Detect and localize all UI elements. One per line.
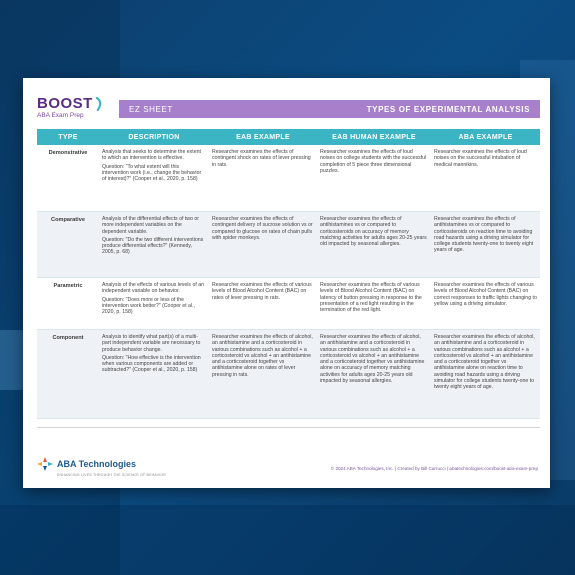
sheet-label: EZ SHEET bbox=[129, 104, 173, 114]
sheet-title: TYPES OF EXPERIMENTAL ANALYSIS bbox=[366, 104, 530, 114]
footer-url[interactable]: abatechnologies.com/boost-aba-exam-prep bbox=[449, 466, 538, 471]
footer-copyright: © 2024 ABA Technologies, Inc. bbox=[330, 466, 394, 471]
row-eab-human-example: Researcher examines the effects of various levels of Blood Alcohol Content (BAC) on latency of button pressing in response to the presentation of a red light resulting in the termination of the red light. bbox=[320, 282, 422, 314]
row-description: Analysis to identify what part(s) of a multi-part independent variable are necessary to produce behavior change. Question: "How effective is the intervention when various components are added or subtracted?" (Cooper et al., 2020, p. 158) bbox=[102, 334, 201, 374]
column-header-eab: EAB EXAMPLE bbox=[236, 133, 290, 141]
boost-logo-text: BOOST bbox=[37, 95, 93, 112]
column-header-type: TYPE bbox=[58, 133, 78, 141]
row-eab-example: Researcher examines the effects of contingent delivery of sucrose solution vs or compared to glucose on rates of chain pulls with spider monkeys. bbox=[212, 216, 313, 241]
row-type: Component bbox=[52, 335, 84, 341]
row-aba-example: Researcher examines the effects of alcohol, an antihistamine and a corticosteroid in various combinations such as alcohol + a corticosteroid vs alcohol + an antihistamine and a corticosteroid together vs antihistamine alone on reaction time to avoiding road hazards using a driving simulator for college students twenty-one to twenty eight years of age. bbox=[434, 334, 535, 391]
row-eab-human-example: Researcher examines the effects of antihistamines vs or compared to corticosteroids on accuracy of memory matching activities for adults ages 20-25 years old impacted by seasonal allergies. bbox=[320, 216, 427, 248]
swoosh-icon bbox=[95, 97, 104, 111]
table-header bbox=[37, 129, 540, 145]
row-eab-example: Researcher examines the effects of contingent shock on rates of lever pressing in rats. bbox=[212, 149, 311, 168]
row-aba-example: Researcher examines the effects of various levels of Blood Alcohol Content (BAC) on correct responses to traffic lights changing to yellow using a driving simulator. bbox=[434, 282, 537, 307]
table-row bbox=[37, 330, 540, 419]
ez-sheet bbox=[23, 78, 550, 488]
row-eab-human-example: Researcher examines the effects of alcohol, an antihistamine and a corticosteroid in various combinations such as alcohol + a corticosteroid vs alcohol + an antihistamine and a corticosteroid together vs antihistamine alone on accuracy of memory matching activities for adults ages 20-25 years old impacted by seasonal allergies. bbox=[320, 334, 425, 385]
footer-divider bbox=[37, 427, 540, 428]
row-type: Demonstrative bbox=[48, 150, 88, 156]
column-header-aba: ABA EXAMPLE bbox=[458, 133, 513, 141]
table-row bbox=[37, 278, 540, 330]
row-aba-example: Researcher examines the effects of antihistamines vs or compared to corticosteroids on reaction time to avoiding road hazards using a driving simulator for college students twenty-one to twenty eight years of age. bbox=[434, 216, 534, 254]
footer-credit: Created by Bill Carrucci bbox=[397, 466, 446, 471]
row-eab-human-example: Researcher examines the effects of loud noises on college students with the successful completion of 5 piece three dimensional puzzles. bbox=[320, 149, 427, 174]
company-tagline: ENHANCING LIVES THROUGH THE SCIENCE OF BEHAVIOR bbox=[57, 473, 166, 477]
row-description: Analysis that seeks to determine the extent to which an intervention is effective. Question: "To what extent will this intervention work (i.e., change the behavior of interest)?" (Cooper et al., 2020, p. 158) bbox=[102, 149, 202, 183]
background-panel-bottom bbox=[0, 505, 575, 575]
boost-logo-subtitle: ABA Exam Prep bbox=[37, 112, 84, 119]
column-header-eab-human: EAB HUMAN EXAMPLE bbox=[332, 133, 416, 141]
aba-mark-icon bbox=[37, 457, 53, 471]
row-description: Analysis of the effects of various levels of an independent variable on behavior. Question: "Does more or less of the intervention work better?" (Cooper et al., 2020, p. 158) bbox=[102, 282, 204, 316]
table-row bbox=[37, 145, 540, 212]
company-name: ABA Technologies bbox=[57, 459, 137, 469]
row-type: Comparative bbox=[51, 217, 85, 223]
aba-technologies-logo bbox=[37, 457, 136, 471]
title-bar bbox=[119, 100, 540, 118]
analysis-table bbox=[37, 129, 540, 419]
row-type: Parametric bbox=[53, 283, 83, 289]
row-eab-example: Researcher examines the effects of various levels of Blood Alcohol Content (BAC) on rates of lever pressing in rats. bbox=[212, 282, 312, 301]
row-description: Analysis of the differential effects of two or more independent variables on the dependent variable. Question: "Do the two different interventions produce differential effects?" (Kennedy, 2005, p. 68) bbox=[102, 216, 204, 256]
boost-logo bbox=[37, 95, 107, 119]
row-aba-example: Researcher examines the effects of loud noises on the successful intubation of medical mannikins. bbox=[434, 149, 527, 168]
footer-credits: © 2024 ABA Technologies, Inc. | Created by Bill Carrucci | abatechnologies.com/boost-aba-exam-prep bbox=[330, 466, 538, 471]
column-header-description: DESCRIPTION bbox=[128, 133, 180, 141]
row-eab-example: Researcher examines the effects of alcohol, an antihistamine and a corticosteroid in various combinations such as alcohol + a corticosteroid vs alcohol + an antihistamine and a corticosteroid together vs antihistamine alone on rates of lever pressing in rats. bbox=[212, 334, 313, 378]
table-row bbox=[37, 212, 540, 278]
